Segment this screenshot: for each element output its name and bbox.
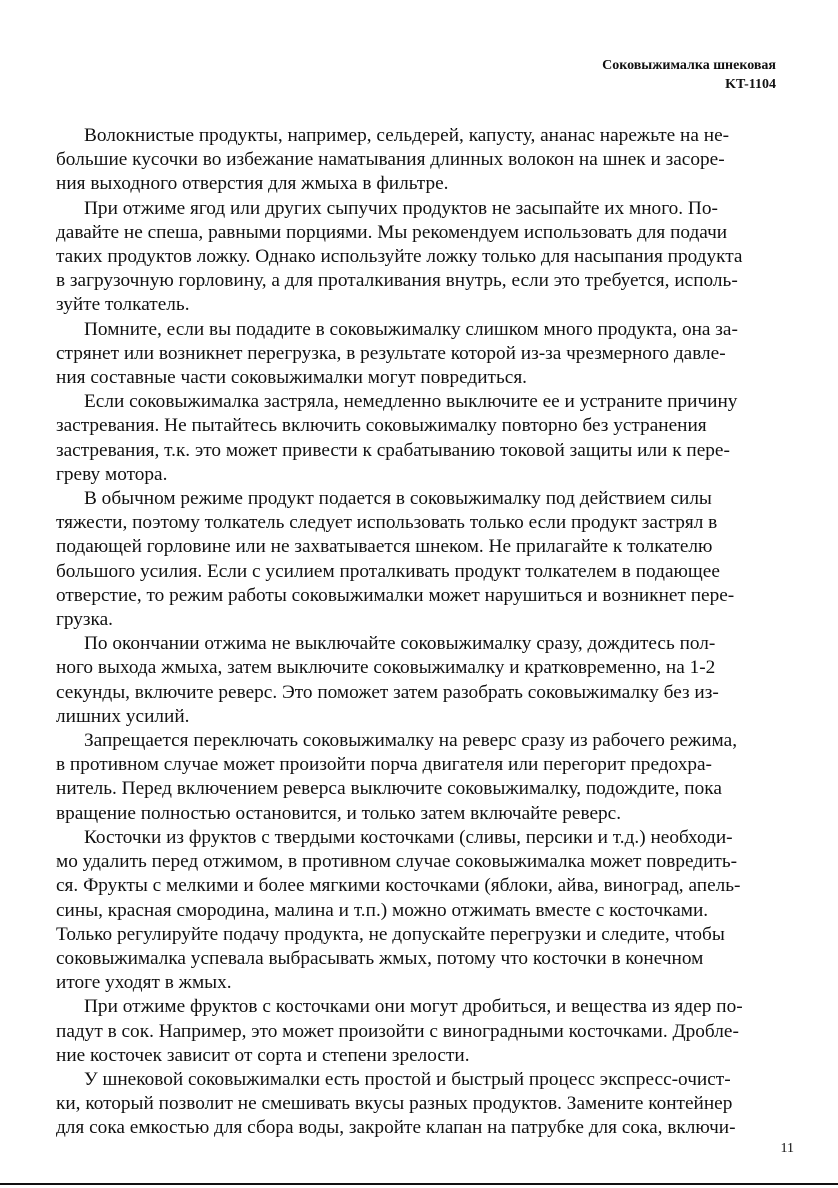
text-line: сины, красная смородина, малина и т.п.) можно отжимать вместе с косточками. (56, 899, 709, 921)
text-line: При отжиме ягод или других сыпучих продуктов не засыпайте их много. По- (84, 197, 718, 219)
text-line: грузка. (56, 609, 114, 631)
text-line: застревания, т.к. это может привести к срабатыванию токовой защиты или к пере- (56, 439, 730, 461)
text-line: падут в сок. Например, это может произойти с виноградными косточками. Дробле- (56, 1020, 739, 1042)
text-line: ного выхода жмыха, затем выключите соковыжималку и кратковременно, на 1-2 (56, 657, 716, 679)
header-title: Соковыжималка шнековая (602, 58, 776, 73)
text-line: большого усилия. Если с усилием проталкивать продукт толкателем в подающее (56, 560, 720, 582)
text-line: застревания. Не пытайтесь включить соковыжималку повторно без устранения (56, 415, 707, 437)
text-line: ся. Фрукты с мелкими и более мягкими косточками (яблоки, айва, виноград, апель- (56, 875, 741, 897)
text-line: тяжести, поэтому толкатель следует использовать только если продукт застрял в (56, 512, 718, 534)
text-line: зуйте толкатель. (56, 294, 190, 316)
text-line: давайте не спеша, равными порциями. Мы рекомендуем использовать для подачи (56, 221, 728, 243)
text-line: подающей горловине или не захватывается шнеком. Не прилагайте к толкателю (56, 536, 713, 558)
text-line: в противном случае может произойти порча двигателя или перегорит предохра- (56, 754, 712, 776)
text-line: секунды, включите реверс. Это поможет затем разобрать соковыжималку без из- (56, 681, 719, 703)
text-line: Волокнистые продукты, например, сельдерей, капусту, ананас нарежьте на не- (84, 125, 730, 146)
text-line: ния составные части соковыжималки могут повредиться. (56, 367, 528, 389)
text-line: большие кусочки во избежание наматывания длинных волокон на шнек и засоре- (56, 149, 725, 171)
text-line: итоге уходят в жмых. (56, 972, 232, 994)
text-line: соковыжималка успевала выбрасывать жмых, потому что косточки в конечном (56, 947, 704, 969)
text-line: По окончании отжима не выключайте соковыжималку сразу, дождитесь пол- (84, 633, 716, 655)
text-line: вращение полностью остановится, и только затем включайте реверс. (56, 802, 622, 824)
text-line: лишних усилий. (56, 705, 190, 727)
bottom-rule (0, 1183, 838, 1185)
text-line: таких продуктов ложку. Однако используйте ложку только для насыпания продукта (56, 246, 743, 268)
text-line: ки, который позволит не смешивать вкусы разных продуктов. Замените контейнер (56, 1093, 733, 1115)
text-line: ние косточек зависит от сорта и степени зрелости. (56, 1044, 470, 1066)
text-line: стрянет или возникнет перегрузка, в результате которой из-за чрезмерного давле- (56, 342, 726, 364)
text-line: У шнековой соковыжималки есть простой и быстрый процесс экспресс-очист- (84, 1068, 731, 1090)
text-line: Запрещается переключать соковыжималку на реверс сразу из рабочего режима, (84, 730, 738, 752)
text-line: отверстие, то режим работы соковыжималки может нарушиться и возникнет пере- (56, 584, 735, 606)
text-line: греву мотора. (56, 463, 168, 485)
text-line: мо удалить перед отжимом, в противном случае соковыжималка может повредить- (56, 851, 738, 873)
text-line: Только регулируйте подачу продукта, не допускайте перегрузки и следите, чтобы (56, 923, 725, 945)
text-line: в загрузочную горловину, а для проталкивания внутрь, если это требуется, исполь- (56, 270, 738, 292)
page-number: 11 (780, 1141, 794, 1156)
text-line: При отжиме фруктов с косточками они могут дробиться, и вещества из ядер по- (84, 996, 743, 1018)
text-line: Если соковыжималка застряла, немедленно выключите ее и устраните причину (84, 391, 738, 413)
text-line: для сока емкостью для сбора воды, закройте клапан на патрубке для сока, включи- (56, 1117, 736, 1139)
text-line: В обычном режиме продукт подается в соковыжималку под действием силы (84, 488, 712, 510)
running-header (602, 56, 776, 94)
text-line: ния выходного отверстия для жмыха в фильтре. (56, 173, 449, 195)
header-model: KT-1104 (725, 77, 776, 92)
text-line: Косточки из фруктов с твердыми косточками (сливы, персики и т.д.) необходи- (84, 826, 733, 848)
text-line: нитель. Перед включением реверса выключите соковыжималку, подождите, пока (56, 778, 722, 800)
body-text (56, 124, 766, 1141)
text-line: Помните, если вы подадите в соковыжималку слишком много продукта, она за- (84, 318, 738, 340)
